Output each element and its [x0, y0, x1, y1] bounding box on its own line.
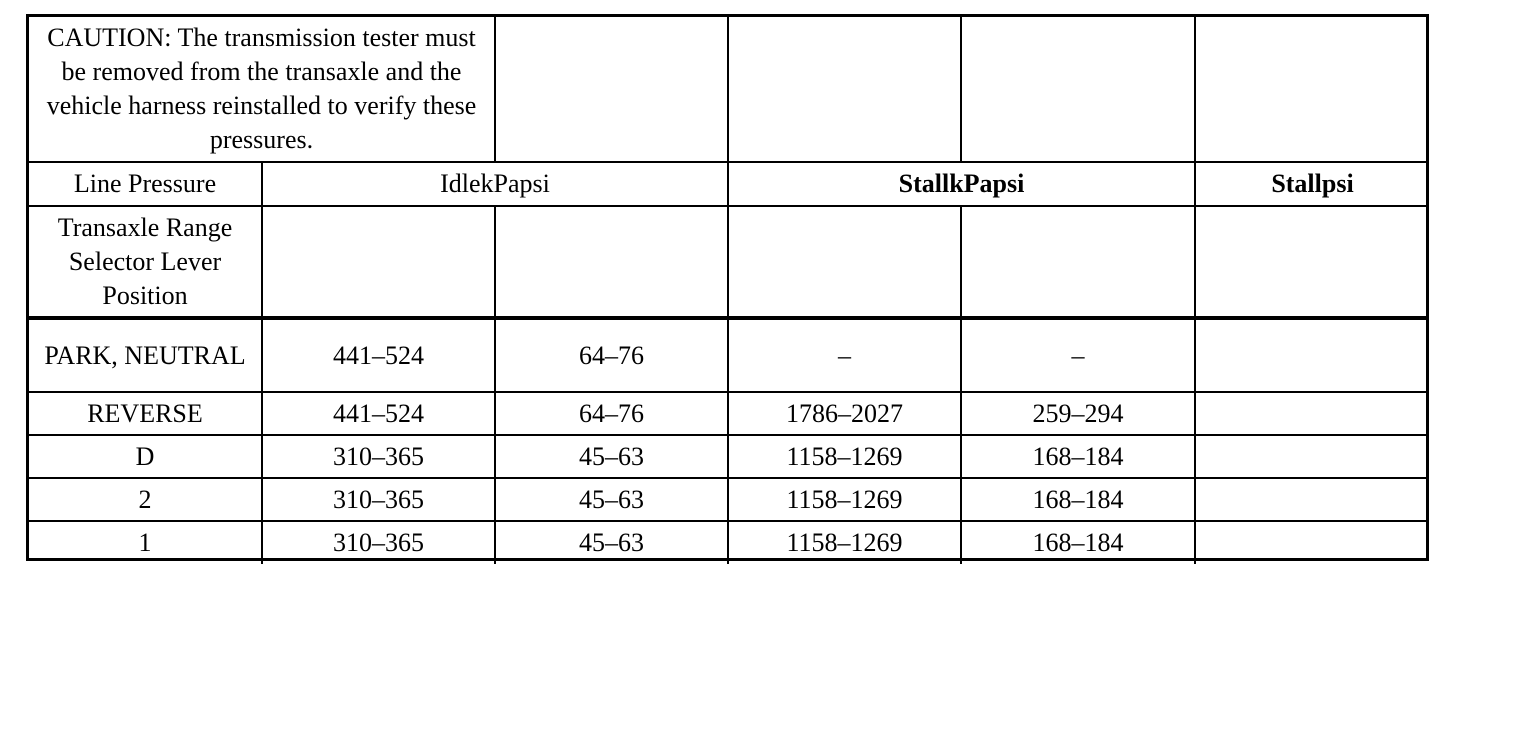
- position-cell: REVERSE: [29, 392, 262, 435]
- empty-cell: [495, 206, 728, 318]
- position-cell: 1: [29, 521, 262, 564]
- stall-kpa-cell: –: [728, 318, 961, 392]
- empty-cell: [961, 206, 1195, 318]
- idle-kpa-cell: 310–365: [262, 435, 495, 478]
- stall-kpa-cell: 1158–1269: [728, 435, 961, 478]
- stall-psi-cell: 168–184: [961, 478, 1195, 521]
- line-pressure-header: Line Pressure: [29, 162, 262, 206]
- caution-note: CAUTION: The transmission tester must be removed from the transaxle and the vehicle harness reinstalled to verify these pressures.: [29, 17, 495, 162]
- line-pressure-table-frame: [26, 14, 1429, 561]
- table-row: [29, 435, 1429, 478]
- idle-psi-cell: 45–63: [495, 521, 728, 564]
- stall-psi-cell: 168–184: [961, 435, 1195, 478]
- table-row: [29, 318, 1429, 392]
- empty-cell: [728, 206, 961, 318]
- stall-psi-header: Stallpsi: [1195, 162, 1429, 206]
- table-row: [29, 478, 1429, 521]
- idle-kpa-cell: 310–365: [262, 521, 495, 564]
- empty-cell: [728, 17, 961, 162]
- line-pressure-table: [29, 17, 1429, 564]
- idle-psi-cell: 45–63: [495, 435, 728, 478]
- idle-kpa-cell: 441–524: [262, 318, 495, 392]
- extra-cell: [1195, 318, 1429, 392]
- position-cell: D: [29, 435, 262, 478]
- empty-cell: [1195, 206, 1429, 318]
- stall-kpa-header: StallkPapsi: [728, 162, 1195, 206]
- idle-psi-cell: 64–76: [495, 392, 728, 435]
- empty-cell: [262, 206, 495, 318]
- table-row: [29, 521, 1429, 564]
- position-cell: 2: [29, 478, 262, 521]
- idle-header: IdlekPapsi: [262, 162, 728, 206]
- empty-cell: [495, 17, 728, 162]
- idle-psi-cell: 64–76: [495, 318, 728, 392]
- stall-kpa-cell: 1158–1269: [728, 521, 961, 564]
- idle-kpa-cell: 441–524: [262, 392, 495, 435]
- extra-cell: [1195, 478, 1429, 521]
- empty-cell: [961, 17, 1195, 162]
- idle-psi-cell: 45–63: [495, 478, 728, 521]
- caution-row: [29, 17, 1429, 162]
- idle-kpa-cell: 310–365: [262, 478, 495, 521]
- stall-kpa-cell: 1158–1269: [728, 478, 961, 521]
- stall-psi-cell: 168–184: [961, 521, 1195, 564]
- extra-cell: [1195, 392, 1429, 435]
- stall-psi-cell: 259–294: [961, 392, 1195, 435]
- selector-label: Transaxle Range Selector Lever Position: [29, 206, 262, 318]
- position-cell: PARK, NEUTRAL: [29, 318, 262, 392]
- stall-psi-cell: –: [961, 318, 1195, 392]
- selector-row: [29, 206, 1429, 318]
- empty-cell: [1195, 17, 1429, 162]
- table-row: [29, 392, 1429, 435]
- extra-cell: [1195, 521, 1429, 564]
- extra-cell: [1195, 435, 1429, 478]
- stall-kpa-cell: 1786–2027: [728, 392, 961, 435]
- header-row: [29, 162, 1429, 206]
